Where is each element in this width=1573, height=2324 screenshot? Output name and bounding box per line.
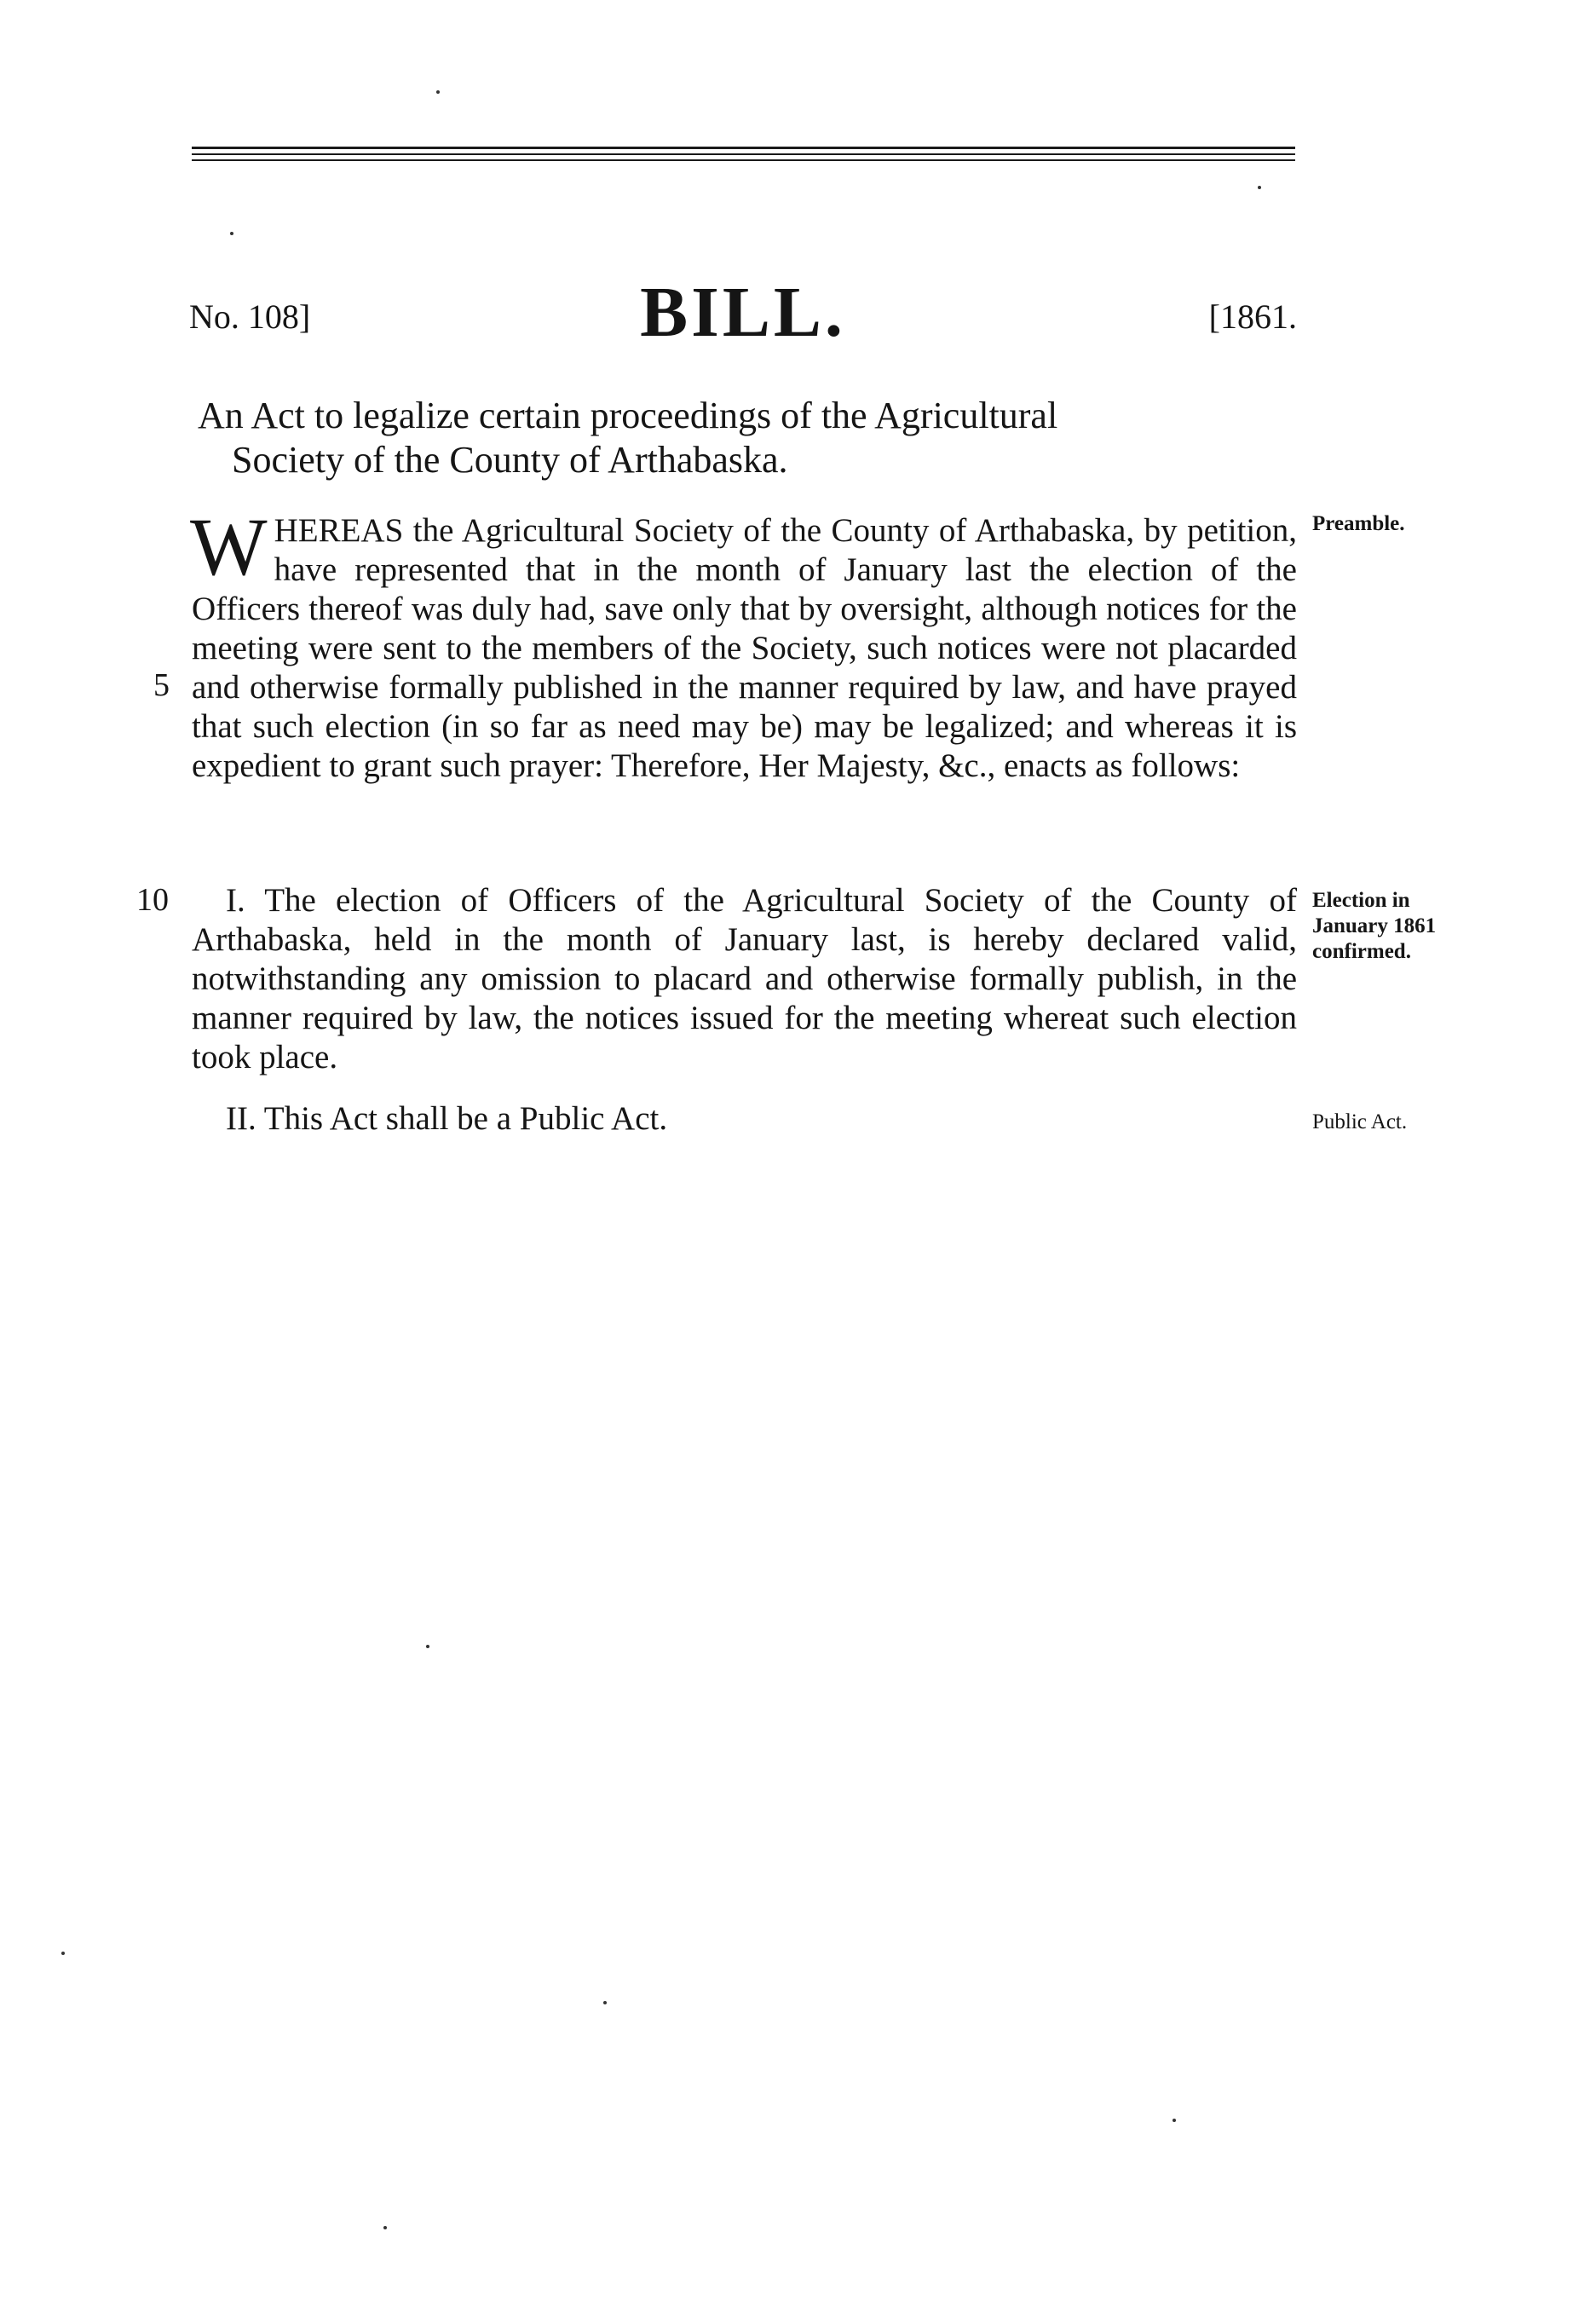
bill-number: No. 108] (189, 297, 311, 336)
preamble-paragraph (190, 501, 1297, 786)
drop-cap: W (190, 501, 268, 592)
section-1 (192, 881, 1297, 1077)
marginal-note-election (1312, 888, 1474, 965)
line-number-10: 10 (136, 882, 169, 918)
line-number-5: 5 (153, 667, 170, 703)
rule-top (192, 147, 1295, 149)
bill-title: BILL. (640, 273, 846, 352)
scan-speck (1173, 2119, 1176, 2122)
marginal-note-election-text: Election in January 1861 confirmed. (1312, 889, 1437, 963)
scan-speck (383, 2226, 387, 2229)
bill-header (189, 271, 1297, 373)
section-2-text: II. This Act shall be a Public Act. (226, 1100, 668, 1137)
scan-speck (61, 1952, 65, 1955)
scan-speck (1258, 186, 1261, 189)
act-title (198, 394, 1297, 482)
section-1-text: I. The election of Officers of the Agricultural Society of the County of Arthabaska, held in the month of January last, is hereby declared valid, notwithstanding any omission to placard and otherwise formally publish, in the manner required by law, the notices issued for the meeting whereat such election took place. (192, 882, 1297, 1075)
scan-speck (603, 2001, 607, 2004)
rule-bottom (192, 159, 1295, 161)
scan-speck (230, 232, 233, 235)
header-rules (192, 147, 1295, 165)
section-2 (192, 1099, 1331, 1139)
act-title-line1: An Act to legalize certain proceedings of the Agricultural (198, 395, 1058, 436)
scan-speck (426, 1645, 429, 1648)
rule-middle (192, 153, 1295, 155)
act-title-line2: Society of the County of Arthabaska. (232, 439, 788, 481)
scan-speck (436, 90, 440, 94)
marginal-note-preamble: Preamble. (1312, 512, 1405, 535)
preamble-text: HEREAS the Agricultural Society of the County of Arthabaska, by petition, have represented that in the month of January last the election of the Officers thereof was duly had, save only that by oversight, although notices for the meeting were sent to the members of the Society, such notices were not placarded and otherwise formally published in the manner required by law, and have prayed that such election (in so far as need may be) may be legalized; and whereas it is expedient to grant such prayer: Therefore, Her Majesty, &c., enacts as follows: (192, 512, 1297, 784)
marginal-note-public-act: Public Act. (1312, 1110, 1408, 1133)
bill-year: [1861. (1208, 297, 1297, 336)
